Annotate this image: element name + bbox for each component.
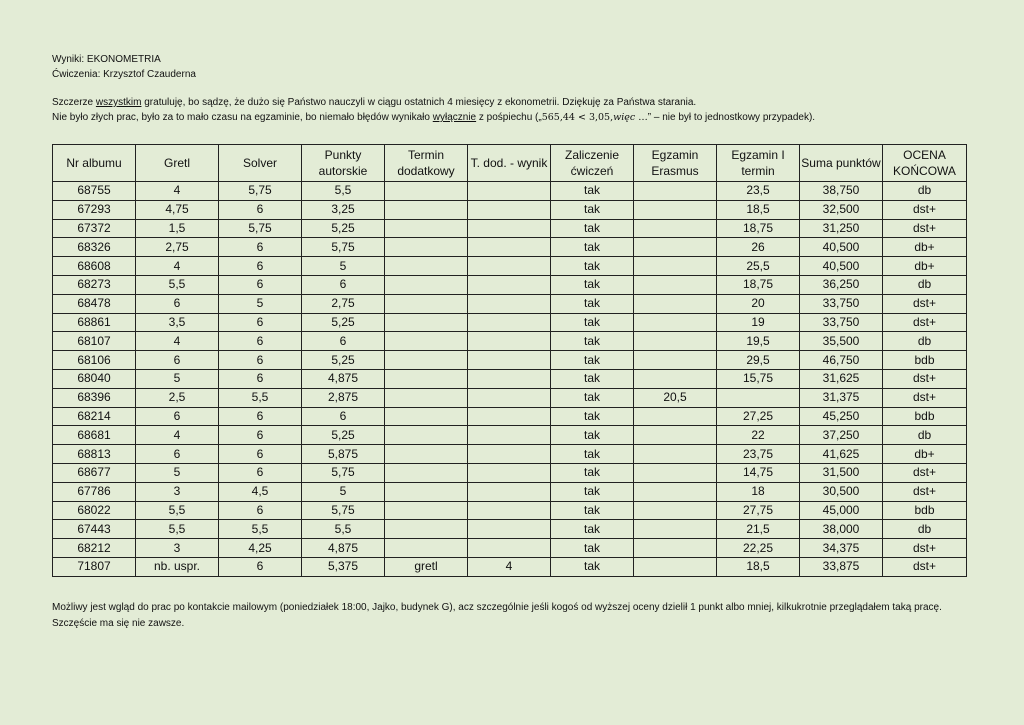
cell-solver: 4,25 [219, 539, 302, 558]
table-row [53, 238, 967, 257]
cell-exam-first-term: 26 [717, 238, 800, 257]
cell-exercise-pass: tak [551, 351, 634, 370]
cell-final-grade: db+ [883, 238, 967, 257]
cell-extra-term-result [468, 275, 551, 294]
table-row [53, 539, 967, 558]
cell-erasmus-exam [634, 219, 717, 238]
cell-gretl: 6 [136, 407, 219, 426]
cell-total-points: 33,875 [800, 557, 883, 576]
cell-author-points: 2,875 [302, 388, 385, 407]
cell-gretl: 3 [136, 539, 219, 558]
intro-line-1 [52, 95, 815, 110]
cell-extra-term-result [468, 445, 551, 464]
cell-author-points: 5,25 [302, 313, 385, 332]
cell-gretl: 4,75 [136, 200, 219, 219]
cell-album-number: 68681 [53, 426, 136, 445]
cell-erasmus-exam [634, 501, 717, 520]
cell-erasmus-exam [634, 557, 717, 576]
table-row [53, 332, 967, 351]
cell-total-points: 37,250 [800, 426, 883, 445]
cell-gretl: 1,5 [136, 219, 219, 238]
cell-gretl: 4 [136, 257, 219, 276]
cell-extra-term [385, 369, 468, 388]
cell-solver: 4,5 [219, 482, 302, 501]
cell-erasmus-exam [634, 520, 717, 539]
cell-exercise-pass: tak [551, 294, 634, 313]
cell-album-number: 68107 [53, 332, 136, 351]
cell-erasmus-exam [634, 539, 717, 558]
intro-text: Szczerze [52, 97, 96, 108]
cell-final-grade: db [883, 520, 967, 539]
cell-total-points: 36,250 [800, 275, 883, 294]
cell-total-points: 45,250 [800, 407, 883, 426]
cell-exercise-pass: tak [551, 257, 634, 276]
table-row [53, 182, 967, 201]
cell-solver: 6 [219, 200, 302, 219]
cell-erasmus-exam [634, 294, 717, 313]
intro-paragraph [52, 95, 815, 125]
intro-text: z pośpiechu („ [476, 112, 542, 123]
cell-total-points: 46,750 [800, 351, 883, 370]
cell-extra-term [385, 200, 468, 219]
cell-final-grade: dst+ [883, 369, 967, 388]
footer-line-2: Szczęście ma się nie zawsze. [52, 618, 185, 629]
cell-exercise-pass: tak [551, 219, 634, 238]
cell-exam-first-term: 15,75 [717, 369, 800, 388]
cell-exam-first-term: 19,5 [717, 332, 800, 351]
cell-exercise-pass: tak [551, 332, 634, 351]
cell-extra-term-result [468, 482, 551, 501]
cell-exercise-pass: tak [551, 182, 634, 201]
cell-extra-term [385, 257, 468, 276]
cell-album-number: 68677 [53, 463, 136, 482]
cell-extra-term-result [468, 539, 551, 558]
cell-erasmus-exam [634, 200, 717, 219]
cell-final-grade: db [883, 182, 967, 201]
column-header-author-points: Punkty autorskie [302, 145, 385, 182]
cell-extra-term-result [468, 200, 551, 219]
cell-extra-term [385, 219, 468, 238]
cell-total-points: 38,000 [800, 520, 883, 539]
cell-solver: 6 [219, 257, 302, 276]
cell-extra-term-result [468, 351, 551, 370]
cell-solver: 6 [219, 275, 302, 294]
cell-extra-term [385, 294, 468, 313]
cell-author-points: 5,75 [302, 238, 385, 257]
cell-solver: 6 [219, 426, 302, 445]
cell-author-points: 5,5 [302, 520, 385, 539]
table-row [53, 257, 967, 276]
cell-author-points: 5 [302, 482, 385, 501]
cell-total-points: 33,750 [800, 313, 883, 332]
cell-exercise-pass: tak [551, 482, 634, 501]
emphasis-wszystkim: wszystkim [95, 97, 142, 108]
cell-final-grade: bdb [883, 501, 967, 520]
cell-exercise-pass: tak [551, 426, 634, 445]
cell-author-points: 5,25 [302, 351, 385, 370]
table-row [53, 463, 967, 482]
cell-extra-term-result [468, 501, 551, 520]
cell-erasmus-exam [634, 275, 717, 294]
column-header-album-number: Nr albumu [53, 145, 136, 182]
cell-author-points: 3,25 [302, 200, 385, 219]
cell-album-number: 67443 [53, 520, 136, 539]
math-word: więc [613, 112, 636, 123]
cell-erasmus-exam [634, 463, 717, 482]
cell-total-points: 40,500 [800, 238, 883, 257]
cell-solver: 6 [219, 407, 302, 426]
cell-extra-term [385, 313, 468, 332]
cell-solver: 5,5 [219, 520, 302, 539]
cell-extra-term [385, 351, 468, 370]
cell-total-points: 35,500 [800, 332, 883, 351]
cell-exam-first-term: 18,75 [717, 219, 800, 238]
cell-final-grade: dst+ [883, 388, 967, 407]
cell-erasmus-exam: 20,5 [634, 388, 717, 407]
cell-final-grade: dst+ [883, 557, 967, 576]
footer-notes [52, 600, 942, 632]
cell-album-number: 68040 [53, 369, 136, 388]
cell-exam-first-term [717, 388, 800, 407]
cell-exam-first-term: 18 [717, 482, 800, 501]
intro-line-2 [52, 110, 815, 125]
cell-gretl: 4 [136, 182, 219, 201]
cell-erasmus-exam [634, 332, 717, 351]
cell-exercise-pass: tak [551, 369, 634, 388]
cell-exercise-pass: tak [551, 407, 634, 426]
cell-gretl: 6 [136, 351, 219, 370]
cell-exercise-pass: tak [551, 313, 634, 332]
math-expression [542, 112, 648, 123]
cell-author-points: 6 [302, 407, 385, 426]
cell-final-grade: bdb [883, 351, 967, 370]
cell-erasmus-exam [634, 407, 717, 426]
document-header [52, 52, 196, 82]
cell-solver: 6 [219, 463, 302, 482]
cell-exam-first-term: 18,5 [717, 200, 800, 219]
cell-total-points: 31,375 [800, 388, 883, 407]
cell-gretl: 5 [136, 369, 219, 388]
cell-extra-term [385, 182, 468, 201]
table-row [53, 520, 967, 539]
cell-extra-term-result [468, 426, 551, 445]
cell-final-grade: dst+ [883, 482, 967, 501]
cell-solver: 5 [219, 294, 302, 313]
cell-gretl: 6 [136, 294, 219, 313]
cell-exam-first-term: 21,5 [717, 520, 800, 539]
cell-extra-term [385, 407, 468, 426]
table-body [53, 182, 967, 577]
column-header-exam-first-term: Egzamin I termin [717, 145, 800, 182]
cell-erasmus-exam [634, 238, 717, 257]
cell-extra-term [385, 426, 468, 445]
column-header-erasmus-exam: Egzamin Erasmus [634, 145, 717, 182]
cell-erasmus-exam [634, 369, 717, 388]
cell-solver: 5,75 [219, 219, 302, 238]
cell-extra-term-result [468, 407, 551, 426]
cell-exam-first-term: 23,75 [717, 445, 800, 464]
cell-exercise-pass: tak [551, 200, 634, 219]
column-header-total-points: Suma punktów [800, 145, 883, 182]
cell-album-number: 68326 [53, 238, 136, 257]
cell-author-points: 4,875 [302, 369, 385, 388]
cell-exercise-pass: tak [551, 520, 634, 539]
cell-exam-first-term: 20 [717, 294, 800, 313]
cell-solver: 5,5 [219, 388, 302, 407]
cell-album-number: 68755 [53, 182, 136, 201]
table-row [53, 501, 967, 520]
cell-extra-term-result [468, 182, 551, 201]
cell-album-number: 67293 [53, 200, 136, 219]
cell-total-points: 32,500 [800, 200, 883, 219]
cell-exam-first-term: 22,25 [717, 539, 800, 558]
cell-album-number: 68608 [53, 257, 136, 276]
table-row [53, 275, 967, 294]
cell-author-points: 6 [302, 275, 385, 294]
cell-gretl: 6 [136, 445, 219, 464]
cell-album-number: 68478 [53, 294, 136, 313]
cell-author-points: 4,875 [302, 539, 385, 558]
intro-text: Nie było złych prac, było za to mało czasu na egzaminie, bo niemało błędów wynikało [52, 112, 433, 123]
cell-exam-first-term: 27,25 [717, 407, 800, 426]
cell-extra-term [385, 332, 468, 351]
cell-author-points: 5,75 [302, 501, 385, 520]
cell-extra-term [385, 388, 468, 407]
table-row [53, 407, 967, 426]
results-title: Wyniki: EKONOMETRIA [52, 54, 161, 65]
cell-exam-first-term: 27,75 [717, 501, 800, 520]
column-header-extra-term: Termin dodatkowy [385, 145, 468, 182]
cell-final-grade: db [883, 275, 967, 294]
column-header-extra-term-result: T. dod. - wynik [468, 145, 551, 182]
cell-solver: 5,75 [219, 182, 302, 201]
cell-exam-first-term: 29,5 [717, 351, 800, 370]
cell-total-points: 34,375 [800, 539, 883, 558]
cell-album-number: 68212 [53, 539, 136, 558]
table-row [53, 426, 967, 445]
cell-final-grade: bdb [883, 407, 967, 426]
cell-erasmus-exam [634, 426, 717, 445]
cell-gretl: 4 [136, 332, 219, 351]
cell-total-points: 38,750 [800, 182, 883, 201]
intro-text: gratuluję, bo sądzę, że dużo się Państwo nauczyli w ciągu ostatnich 4 miesięcy z ekonometrii. Dziękuję za Państwa starania. [141, 97, 697, 108]
results-table [52, 144, 967, 577]
column-header-final-grade: OCENA KOŃCOWA [883, 145, 967, 182]
cell-total-points: 40,500 [800, 257, 883, 276]
cell-album-number: 68106 [53, 351, 136, 370]
cell-gretl: 2,75 [136, 238, 219, 257]
cell-extra-term-result: 4 [468, 557, 551, 576]
cell-album-number: 68214 [53, 407, 136, 426]
cell-exam-first-term: 19 [717, 313, 800, 332]
cell-album-number: 68022 [53, 501, 136, 520]
cell-total-points: 41,625 [800, 445, 883, 464]
cell-extra-term: gretl [385, 557, 468, 576]
cell-extra-term-result [468, 238, 551, 257]
cell-extra-term-result [468, 313, 551, 332]
cell-exercise-pass: tak [551, 445, 634, 464]
cell-album-number: 67372 [53, 219, 136, 238]
cell-erasmus-exam [634, 482, 717, 501]
table-row [53, 200, 967, 219]
cell-solver: 6 [219, 501, 302, 520]
cell-gretl: 5,5 [136, 275, 219, 294]
cell-solver: 6 [219, 369, 302, 388]
cell-gretl: 3 [136, 482, 219, 501]
cell-extra-term [385, 445, 468, 464]
cell-extra-term [385, 275, 468, 294]
cell-album-number: 71807 [53, 557, 136, 576]
table-row [53, 388, 967, 407]
cell-solver: 6 [219, 238, 302, 257]
cell-album-number: 67786 [53, 482, 136, 501]
math-number: 565,44 < 3,05, [541, 112, 614, 123]
cell-exercise-pass: tak [551, 463, 634, 482]
table-row [53, 482, 967, 501]
cell-erasmus-exam [634, 182, 717, 201]
cell-extra-term-result [468, 294, 551, 313]
cell-exercise-pass: tak [551, 388, 634, 407]
cell-erasmus-exam [634, 445, 717, 464]
emphasis-wylacznie: wyłącznie [432, 112, 477, 123]
intro-text: ” – nie był to jednostkowy przypadek). [647, 112, 816, 123]
cell-gretl: 5 [136, 463, 219, 482]
cell-exam-first-term: 25,5 [717, 257, 800, 276]
cell-total-points: 31,625 [800, 369, 883, 388]
cell-solver: 6 [219, 332, 302, 351]
cell-final-grade: dst+ [883, 294, 967, 313]
cell-author-points: 5,25 [302, 426, 385, 445]
cell-exam-first-term: 14,75 [717, 463, 800, 482]
cell-extra-term [385, 238, 468, 257]
table-row [53, 313, 967, 332]
cell-solver: 6 [219, 445, 302, 464]
cell-extra-term-result [468, 520, 551, 539]
cell-gretl: 4 [136, 426, 219, 445]
column-header-solver: Solver [219, 145, 302, 182]
cell-solver: 6 [219, 351, 302, 370]
cell-exam-first-term: 18,5 [717, 557, 800, 576]
cell-author-points: 5,875 [302, 445, 385, 464]
cell-exercise-pass: tak [551, 501, 634, 520]
cell-album-number: 68273 [53, 275, 136, 294]
cell-exam-first-term: 23,5 [717, 182, 800, 201]
cell-gretl: 5,5 [136, 520, 219, 539]
cell-total-points: 45,000 [800, 501, 883, 520]
cell-extra-term-result [468, 463, 551, 482]
column-header-exercise-pass: Zaliczenie ćwiczeń [551, 145, 634, 182]
cell-exercise-pass: tak [551, 275, 634, 294]
cell-author-points: 5,25 [302, 219, 385, 238]
cell-gretl: 3,5 [136, 313, 219, 332]
cell-album-number: 68861 [53, 313, 136, 332]
table-row [53, 351, 967, 370]
cell-exercise-pass: tak [551, 238, 634, 257]
cell-total-points: 30,500 [800, 482, 883, 501]
cell-author-points: 5 [302, 257, 385, 276]
cell-album-number: 68813 [53, 445, 136, 464]
cell-solver: 6 [219, 313, 302, 332]
table-row [53, 294, 967, 313]
footer-line-1: Możliwy jest wgląd do prac po kontakcie mailowym (poniedziałek 18:00, Jajko, budynek G), acz szczególnie jeśli kogoś od wyższej oceny dzielił 1 punkt albo mniej, kilkukrotnie przeglądałem taką pracę. [52, 602, 942, 613]
cell-author-points: 5,5 [302, 182, 385, 201]
cell-solver: 6 [219, 557, 302, 576]
math-ellipsis: … [635, 112, 648, 123]
instructor-line: Ćwiczenia: Krzysztof Czauderna [52, 69, 196, 80]
cell-exam-first-term: 22 [717, 426, 800, 445]
cell-exercise-pass: tak [551, 539, 634, 558]
cell-final-grade: dst+ [883, 539, 967, 558]
table-row [53, 369, 967, 388]
cell-final-grade: db [883, 332, 967, 351]
cell-gretl: 2,5 [136, 388, 219, 407]
cell-final-grade: dst+ [883, 463, 967, 482]
cell-extra-term [385, 539, 468, 558]
cell-album-number: 68396 [53, 388, 136, 407]
cell-final-grade: dst+ [883, 200, 967, 219]
cell-exercise-pass: tak [551, 557, 634, 576]
cell-total-points: 33,750 [800, 294, 883, 313]
cell-exam-first-term: 18,75 [717, 275, 800, 294]
cell-erasmus-exam [634, 257, 717, 276]
cell-extra-term [385, 520, 468, 539]
cell-final-grade: db [883, 426, 967, 445]
cell-gretl: nb. uspr. [136, 557, 219, 576]
cell-author-points: 5,375 [302, 557, 385, 576]
cell-extra-term-result [468, 257, 551, 276]
cell-final-grade: dst+ [883, 219, 967, 238]
table-row [53, 219, 967, 238]
cell-total-points: 31,250 [800, 219, 883, 238]
cell-extra-term [385, 482, 468, 501]
cell-final-grade: db+ [883, 257, 967, 276]
table-row [53, 445, 967, 464]
table-header-row [53, 145, 967, 182]
cell-extra-term-result [468, 332, 551, 351]
cell-extra-term-result [468, 369, 551, 388]
cell-extra-term-result [468, 388, 551, 407]
cell-gretl: 5,5 [136, 501, 219, 520]
cell-extra-term [385, 463, 468, 482]
table-row [53, 557, 967, 576]
cell-erasmus-exam [634, 313, 717, 332]
cell-extra-term-result [468, 219, 551, 238]
cell-final-grade: dst+ [883, 313, 967, 332]
cell-extra-term [385, 501, 468, 520]
cell-final-grade: db+ [883, 445, 967, 464]
cell-erasmus-exam [634, 351, 717, 370]
cell-total-points: 31,500 [800, 463, 883, 482]
cell-author-points: 6 [302, 332, 385, 351]
cell-author-points: 5,75 [302, 463, 385, 482]
cell-author-points: 2,75 [302, 294, 385, 313]
column-header-gretl: Gretl [136, 145, 219, 182]
